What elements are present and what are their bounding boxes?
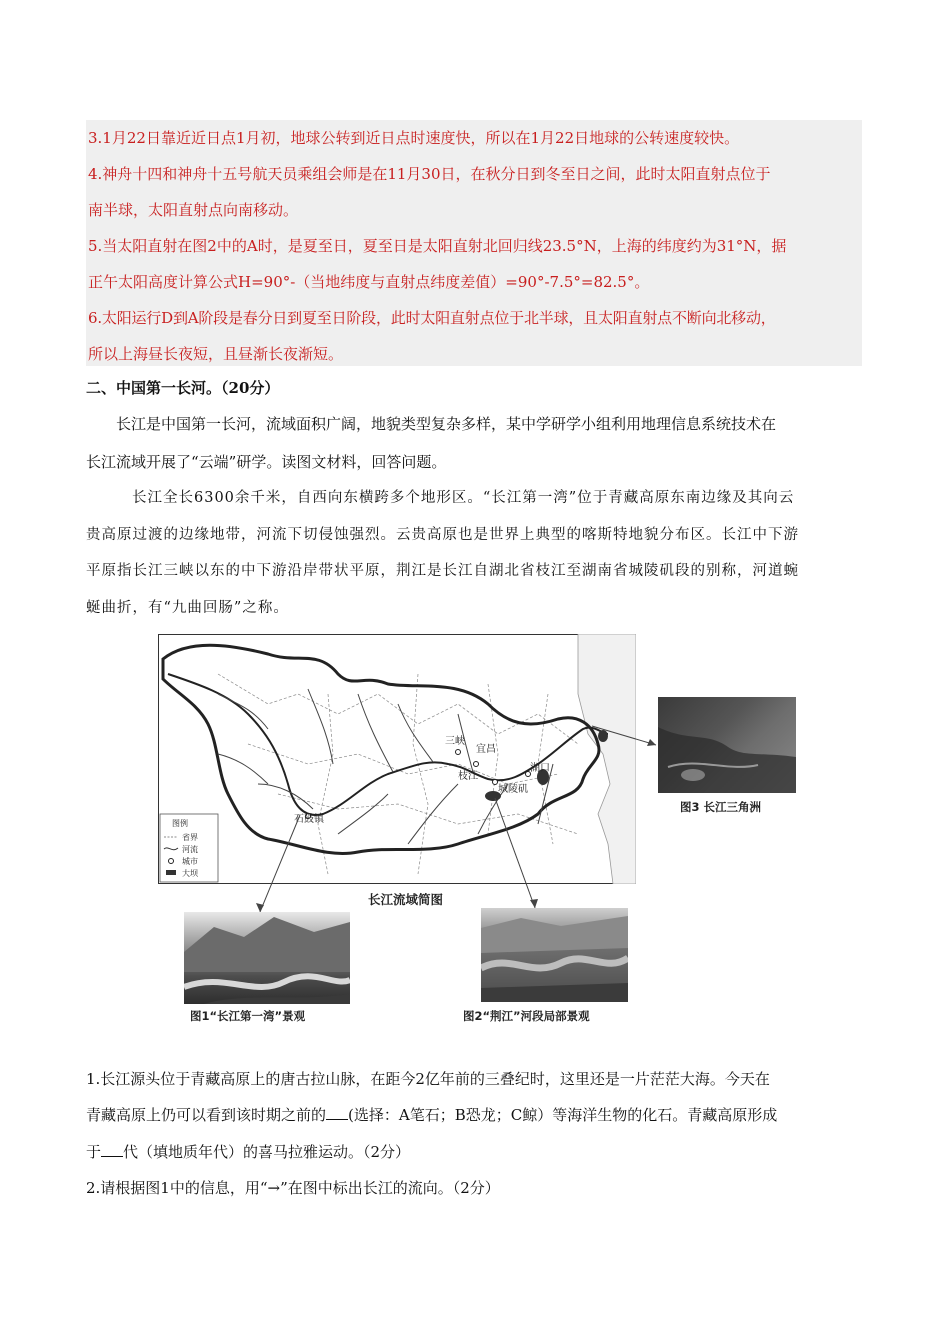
material-line-3: 平原指长江三峡以东的中下游沿岸带状平原，荆江是长江自湖北省枝江至湖南省城陵矶段的别称，河道蜿 [86,563,799,579]
answer-blank-2[interactable] [101,1142,123,1157]
answer-line: 5.当太阳直射在图2中的A时，是夏至日，夏至日是太阳直射北回归线23.5°N，上海的纬度约为31°N，据 [88,237,787,255]
label-shigu: 石鼓镇 [294,814,324,825]
photo-jingjiang [481,908,628,1002]
fig1-caption: 图1“长江第一湾”景观 [190,1009,306,1023]
fig3-caption: 图3 长江三角洲 [680,800,762,814]
first-bend-image [184,912,350,1004]
label-sanxia: 三峡 [445,736,465,747]
answer-blank-1[interactable] [326,1105,348,1120]
section-title: 二、中国第一长河。（20分） [86,379,280,397]
legend-title: 图例 [172,819,188,828]
fig2-caption: 图2“荆江”河段局部景观 [463,1009,590,1023]
delta-image [658,697,796,793]
q1-text-a: 青藏高原上仍可以看到该时期之前的 [86,1106,327,1124]
legend-item: 省界 [182,833,198,842]
legend-item: 城市 [182,857,198,866]
q1-line-2 [86,1097,777,1133]
legend-item: 河流 [182,845,198,854]
q1-text-c: 于 [86,1143,102,1161]
answer-line: 3.1月22日靠近近日点1月初，地球公转到近日点时速度快，所以在1月22日地球的公转速度较快。 [88,129,740,147]
label-chenglingji: 城陵矶 [498,784,528,795]
photo-first-bend [184,912,350,1004]
answer-line: 所以上海昼长夜短，且昼渐长夜渐短。 [88,345,344,363]
photo-yangtze-delta [658,697,796,793]
material-line-2: 贵高原过渡的边缘地带，河流下切侵蚀强烈。云贵高原也是世界上典型的喀斯特地貌分布区。长江中下游 [86,527,799,543]
q2-line: 2.请根据图1中的信息，用“→”在图中标出长江的流向。（2分） [86,1179,500,1197]
label-zhijiang: 枝江 [458,771,478,782]
jingjiang-image [481,908,628,1002]
label-hukou: 湖口 [530,763,550,774]
q1-text-b: (选择：A笔石；B恐龙；C鲸）等海洋生物的化石。青藏高原形成 [348,1106,778,1124]
q1-text-d: 代（填地质年代）的喜马拉雅运动。（2分） [123,1143,411,1161]
answer-line: 4.神舟十四和神舟十五号航天员乘组会师是在11月30日，在秋分日到冬至日之间，此时太阳直射点位于 [88,165,771,183]
legend-item: 大坝 [182,869,198,878]
q1-line-1: 1.长江源头位于青藏高原上的唐古拉山脉，在距今2亿年前的三叠纪时，这里还是一片茫茫大海。今天在 [86,1070,770,1088]
answer-line: 南半球，太阳直射点向南移动。 [88,201,299,219]
material-line-4: 蜒曲折，有“九曲回肠”之称。 [86,600,289,616]
label-yichang: 宜昌 [476,744,496,755]
intro-line-2: 长江流域开展了“云端”研学。读图文材料，回答问题。 [86,453,447,471]
material-line-1: 长江全长6300余千米，自西向东横跨多个地形区。“长江第一湾”位于青藏高原东南边缘及其向云 [132,490,795,506]
q1-line-3 [86,1134,410,1170]
intro-line-1: 长江是中国第一长河，流域面积广阔，地貌类型复杂多样，某中学研学小组利用地理信息系统技术在 [116,415,777,433]
answer-line: 6.太阳运行D到A阶段是春分日到夏至日阶段，此时太阳直射点位于北半球，且太阳直射点不断向北移动， [88,309,776,327]
map-title: 长江流域简图 [368,892,444,907]
answer-line: 正午太阳高度计算公式H=90°-（当地纬度与直射点纬度差值）=90°-7.5°=82.5°。 [88,273,650,291]
